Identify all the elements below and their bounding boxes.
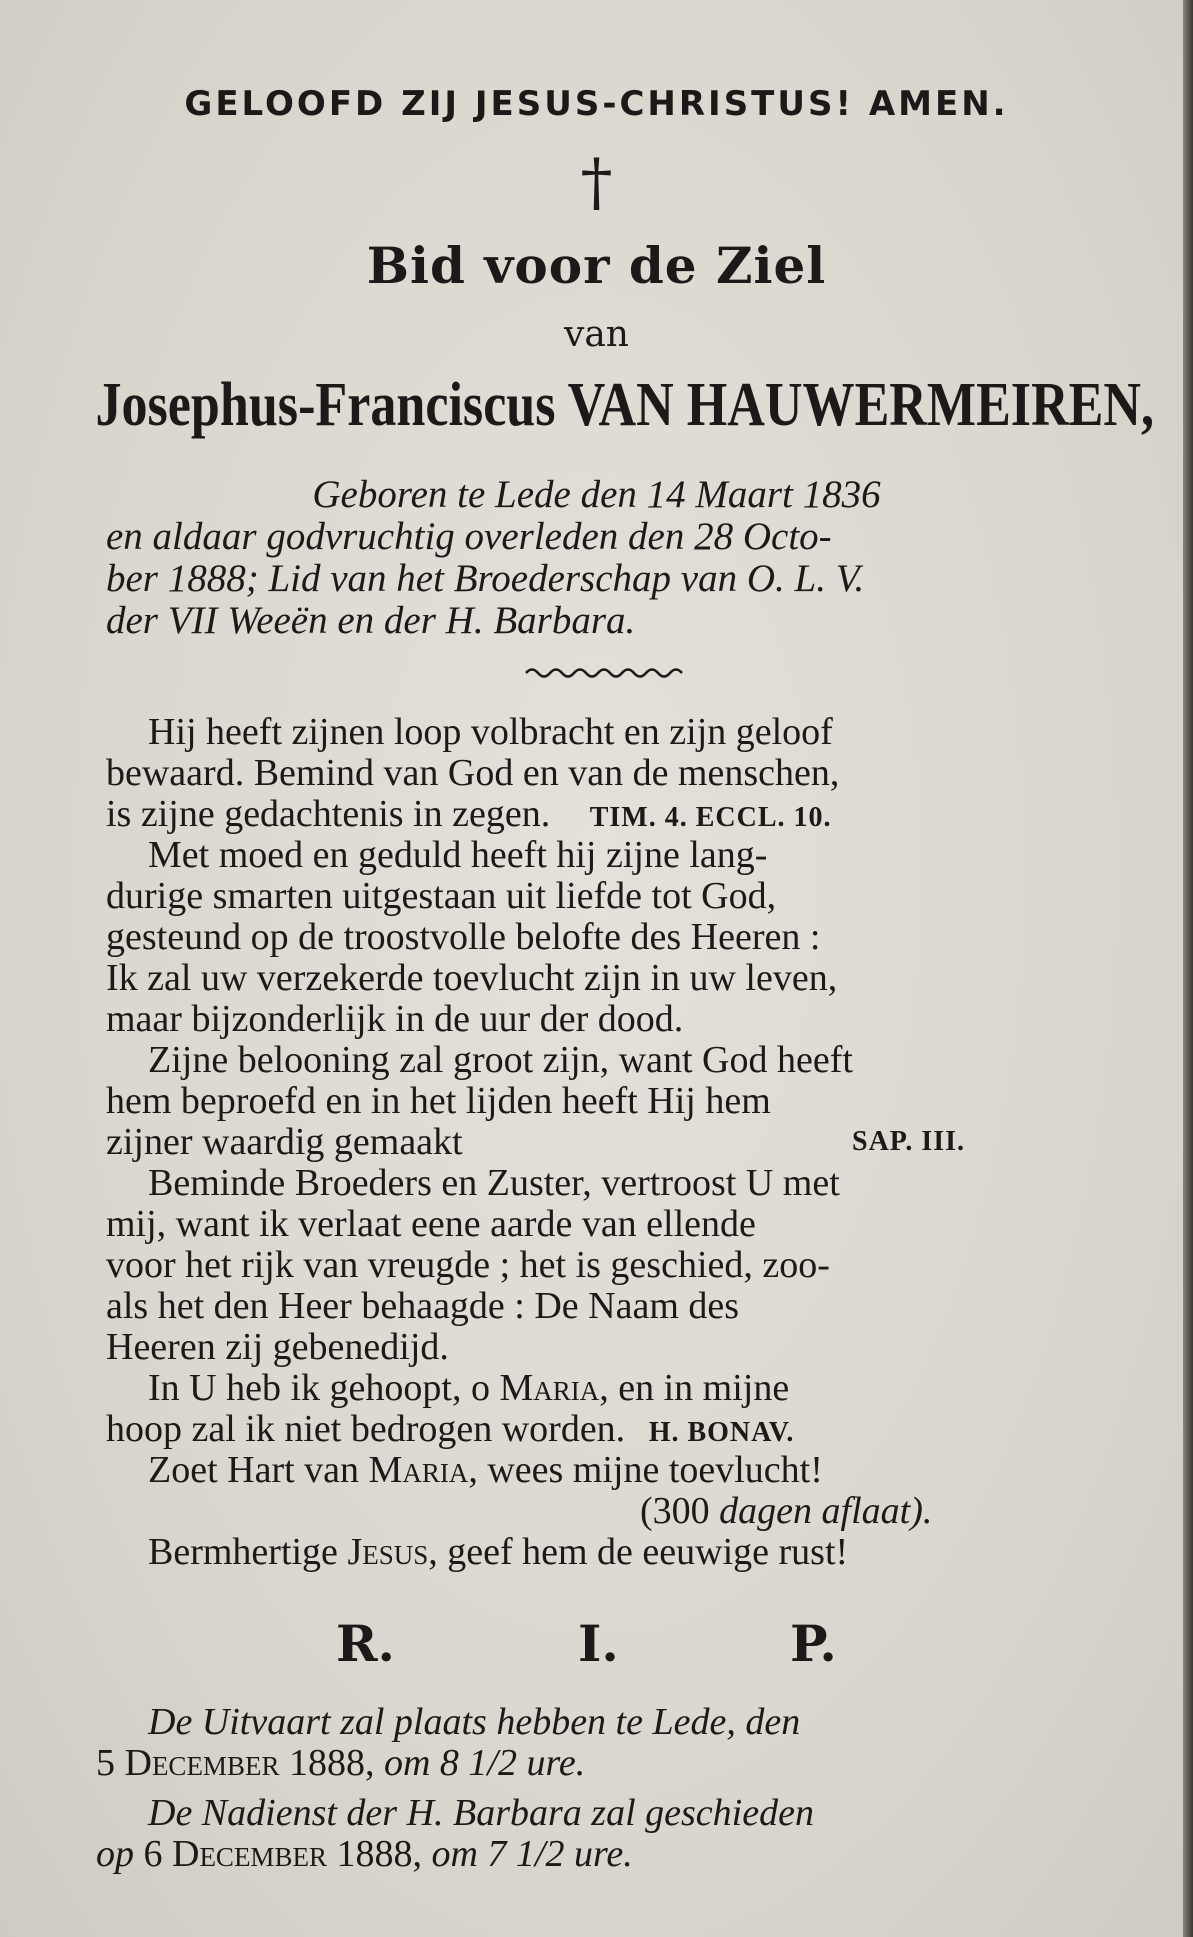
cross-icon: †: [580, 146, 613, 220]
funeral-line: [96, 1741, 585, 1785]
indulgence-note: [640, 1489, 932, 1533]
funeral-time: om 7 1/2 ure.: [431, 1833, 633, 1875]
text-fragment: Bermhertige: [148, 1531, 338, 1573]
name-jesus: Jesus: [347, 1531, 429, 1573]
text-fragment: (300: [640, 1490, 710, 1532]
deceased-name: Josephus-Franciscus VAN HAUWERMEIREN,: [95, 371, 1155, 439]
name-maria: Maria: [368, 1449, 469, 1491]
scripture-reference: TIM. 4. ECCL. 10.: [589, 802, 832, 833]
text-fragment: hoop zal ik niet bedrogen worden.: [106, 1408, 626, 1450]
van-label: van: [564, 314, 629, 355]
funeral-time: om 8 1/2 ure.: [383, 1742, 586, 1784]
text-line: Heeren zij gebenedijd.: [106, 1326, 449, 1368]
scripture-reference: H. BONAV.: [648, 1417, 795, 1448]
text-line: zijner waardig gemaakt: [106, 1121, 463, 1163]
rip-letter: P.: [790, 1614, 837, 1673]
text-line: [148, 1366, 789, 1410]
bio-line-4: der VII Weeën en der H. Barbara.: [106, 599, 636, 642]
text-line: Met moed en geduld heeft hij zijne lang-: [148, 834, 768, 876]
text-line: voor het rijk van vreugde ; het is geschied, zoo-: [106, 1244, 830, 1286]
text-line: Hij heeft zijnen loop volbracht en zijn geloof: [148, 711, 833, 753]
text-line: [148, 1530, 848, 1574]
text-fragment: op: [96, 1833, 134, 1875]
text-fragment: , geef hem de eeuwige rust!: [428, 1531, 849, 1573]
text-line: [148, 1448, 823, 1492]
text-fragment: , wees mijne toevlucht!: [468, 1449, 823, 1491]
funeral-date: 6 December 1888,: [143, 1833, 422, 1875]
bio-line-3: ber 1888; Lid van het Broederschap van O. L. V.: [106, 557, 865, 600]
text-fragment: Zoet Hart van: [148, 1449, 360, 1491]
text-line: maar bijzonderlijk in de uur der dood.: [106, 998, 684, 1040]
ornament-divider: [524, 664, 684, 682]
rip-letter: R.: [336, 1614, 395, 1673]
text-line: bewaard. Bemind van God en van de menschen,: [106, 752, 840, 794]
text-line: als het den Heer behaagde : De Naam des: [106, 1285, 740, 1327]
text-line: [106, 792, 832, 836]
funeral-date: 5 December 1888,: [96, 1742, 375, 1784]
text-line: durige smarten uitgestaan uit liefde tot God,: [106, 875, 777, 917]
text-line: Ik zal uw verzekerde toevlucht zijn in uw leven,: [106, 957, 838, 999]
text-line: Beminde Broeders en Zuster, vertroost U met: [148, 1162, 840, 1204]
text-fragment: In U heb ik gehoopt, o: [148, 1367, 490, 1409]
text-fragment: , en in mijne: [599, 1367, 790, 1409]
header-prayer: GELOOFD ZIJ JESUS-CHRISTUS! AMEN.: [184, 84, 1009, 124]
rip-letter: I.: [578, 1614, 619, 1673]
page-title: Bid voor de Ziel: [366, 236, 827, 295]
funeral-line: [96, 1832, 633, 1876]
text-line: mij, want ik verlaat eene aarde van ellende: [106, 1203, 756, 1245]
funeral-line: De Uitvaart zal plaats hebben te Lede, den: [148, 1701, 801, 1743]
text-fragment: dagen aflaat).: [719, 1490, 933, 1532]
scripture-reference: SAP. III.: [852, 1126, 966, 1157]
name-maria: Maria: [499, 1367, 600, 1409]
text-line: [106, 1407, 794, 1451]
bio-line-2: en aldaar godvruchtig overleden den 28 Octo-: [106, 515, 832, 558]
text-line: gesteund op de troostvolle belofte des Heeren :: [106, 916, 821, 958]
text-line: hem beproefd en in het lijden heeft Hij hem: [106, 1080, 771, 1122]
text-fragment: is zijne gedachtenis in zegen.: [106, 793, 551, 835]
bio-line-1: Geboren te Lede den 14 Maart 1836: [312, 473, 881, 516]
text-line: Zijne belooning zal groot zijn, want God heeft: [148, 1039, 853, 1081]
funeral-line: De Nadienst der H. Barbara zal geschieden: [148, 1792, 814, 1834]
